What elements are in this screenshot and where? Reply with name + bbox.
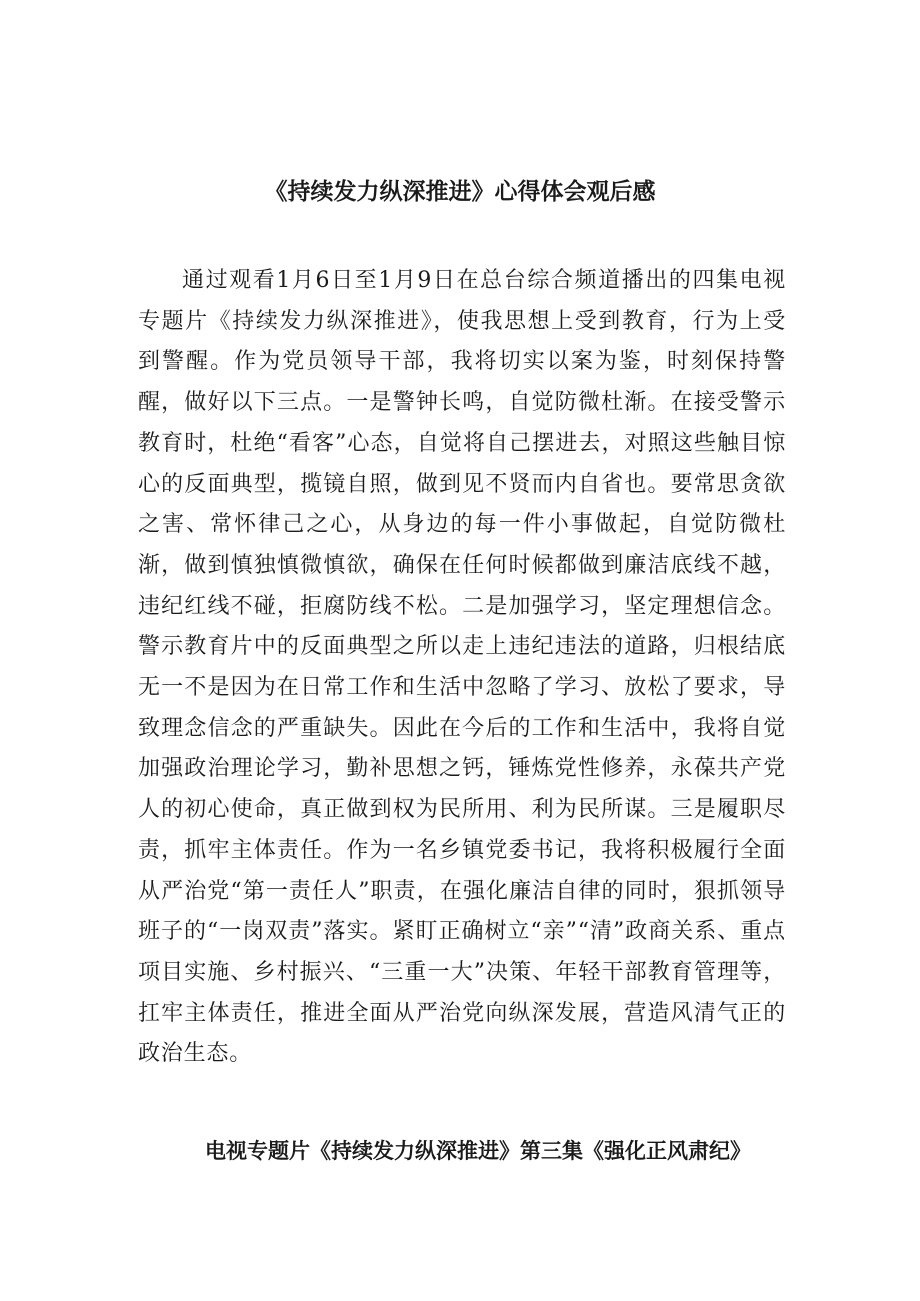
body-paragraph: 通过观看1月6日至1月9日在总台综合频道播出的四集电视专题片《持续发力纵深推进》，使我思想上受到教育，行为上受到警醒。作为党员领导干部，我将切实以案为鉴，时刻保持警醒，做好以下三点。一是警钟长鸣，自觉防微杜渐。在接受警示教育时，杜绝“看客”心态，自觉将自己摆进去，对照这些触目惊心的反面典型，揽镜自照，做到见不贤而内自省也。要常思贪欲之害、常怀律己之心，从身边的每一件小事做起，自觉防微杜渐，做到慎独慎微慎欲，确保在任何时候都做到廉洁底线不越，违纪红线不碰，拒腐防线不松。二是加强学习，坚定理想信念。警示教育片中的反面典型之所以走上违纪违法的道路，归根结底无一不是因为在日常工作和生活中忽略了学习、放松了要求，导致理念信念的严重缺失。因此在今后的工作和生活中，我将自觉加强政治理论学习，勤补思想之钙，锤炼党性修养，永葆共产党人的初心使命，真正做到权为民所用、利为民所谋。三是履职尽责，抓牢主体责任。作为一名乡镇党委书记，我将积极履行全面从严治党“第一责任人”职责，在强化廉洁自律的同时，狠抓领导班子的“一岗双责”落实。紧盯正确树立“亲”“清”政商关系、重点项目实施、乡村振兴、“三重一大”决策、年轻干部教育管理等，扛牢主体责任，推进全面从严治党向纵深发展，营造风清气正的政治生态。 (138, 268, 786, 1067)
next-section-heading: 电视专题片《持续发力纵深推进》第三集《强化正风肃纪》 (205, 1139, 751, 1163)
document-title: 《持续发力纵深推进》心得体会观后感 (264, 179, 656, 205)
